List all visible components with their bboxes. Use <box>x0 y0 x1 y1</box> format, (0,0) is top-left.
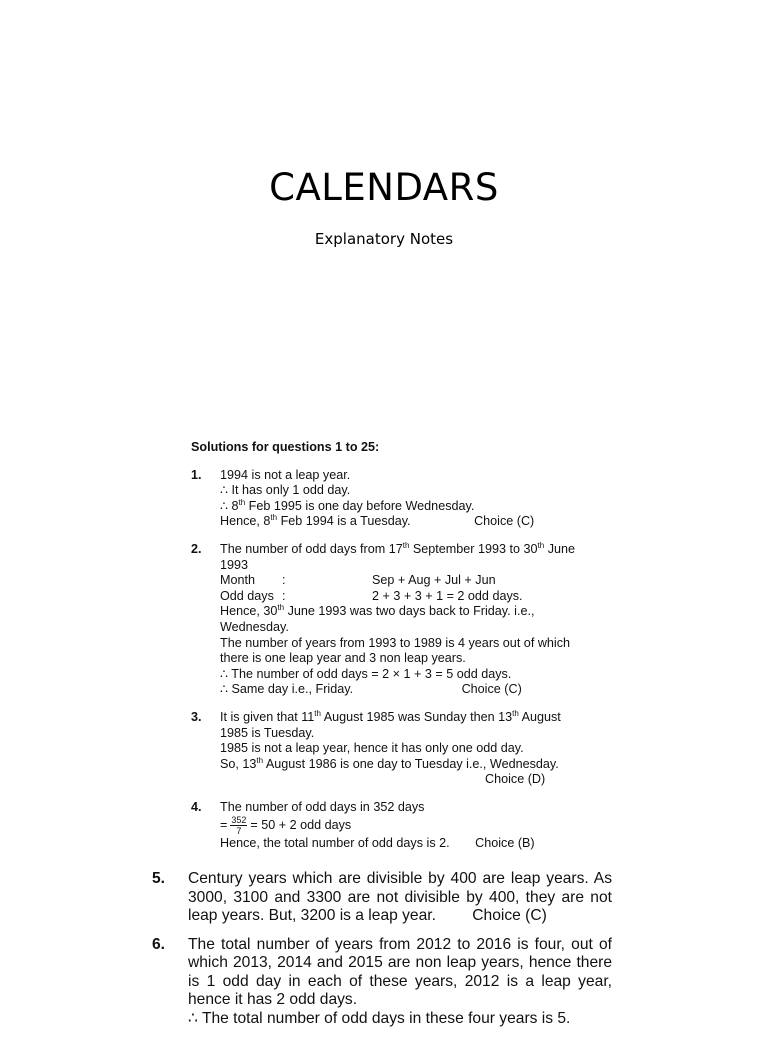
fraction-equation <box>220 815 591 836</box>
month-separator: : <box>282 573 286 588</box>
solutions-heading: Solutions for questions 1 to 25: <box>191 440 380 454</box>
solution-line: 1994 is not a leap year. <box>220 467 351 482</box>
ordinal-suffix: th <box>277 603 285 613</box>
solution-number: 1. <box>191 467 202 482</box>
solution-3 <box>191 710 591 788</box>
solution-paragraph: The total number of years from 2012 to 2016 is four, out of which 2013, 2014 and 2015 are non leap years, hence there is 1 odd day in each of these years, 2012 is a leap year, hence it has 2 odd days. <box>188 935 612 1008</box>
ordinal-suffix: th <box>238 497 246 507</box>
solution-line-with-choice <box>220 514 591 530</box>
solution-number: 6. <box>152 935 166 953</box>
fraction-denominator: 7 <box>236 826 242 837</box>
fraction-numerator: 352 <box>231 815 247 826</box>
solution-4 <box>191 800 591 852</box>
solution-line-with-choice <box>220 836 591 852</box>
solution-line: ∴ 8th Feb 1995 is one day before Wednesday. <box>220 497 475 513</box>
ordinal-suffix: th <box>270 513 278 523</box>
solution-number: 2. <box>191 541 202 556</box>
solution-paragraph: Hence, 30th June 1993 was two days back to Friday. i.e., Wednesday. <box>220 603 535 634</box>
solution-number: 4. <box>191 799 202 814</box>
equation-rest: = 50 + 2 odd days <box>250 818 352 833</box>
large-solutions-block <box>152 870 612 1038</box>
ordinal-suffix: th <box>512 708 519 718</box>
solution-paragraph: Century years which are divisible by 400 are leap years. As 3000, 3100 and 3300 are not divisible by 400, they are not leap years. But, 3200 is a leap year. <box>188 870 612 924</box>
choice-label: Choice (C) <box>472 907 547 924</box>
ordinal-suffix: th <box>256 755 264 765</box>
odd-days-value: 2 + 3 + 3 + 1 = 2 odd days. <box>372 588 523 603</box>
month-value: Sep + Aug + Jul + Jun <box>372 573 496 588</box>
solution-line: ∴ The total number of odd days in these four years is 5. <box>188 1009 571 1027</box>
solution-paragraph: The number of years from 1993 to 1989 is 4 years out of which there is one leap year and 3 non leap years. <box>220 635 571 666</box>
odd-days-row <box>220 589 591 605</box>
page-title: CALENDARS <box>269 166 499 209</box>
solution-number: 3. <box>191 709 202 724</box>
solution-6 <box>152 936 612 1029</box>
solution-1 <box>191 468 591 530</box>
solution-line: ∴ The number of odd days = 2 × 1 + 3 = 5 odd days. <box>220 666 512 681</box>
ordinal-suffix: th <box>314 708 321 718</box>
ordinal-suffix: th <box>402 540 410 550</box>
choice-label: Choice (D) <box>485 772 546 787</box>
solution-line-with-choice <box>220 682 591 698</box>
solution-intro: The number of odd days from 17th September 1993 to 30th June 1993 <box>220 540 576 572</box>
odd-days-label: Odd days <box>220 588 274 603</box>
solution-line: ∴ It has only 1 odd day. <box>220 483 351 498</box>
solutions-block <box>191 440 591 864</box>
choice-label: Choice (C) <box>474 514 535 529</box>
page-subtitle: Explanatory Notes <box>314 230 454 248</box>
solution-paragraph: 1985 is not a leap year, hence it has only one odd day. <box>220 741 524 756</box>
solution-paragraph-with-choice <box>188 870 612 926</box>
solution-paragraph: It is given that 11th August 1985 was Sunday then 13th August 1985 is Tuesday. <box>220 708 561 740</box>
solution-line: Hence, 8th Feb 1994 is a Tuesday. <box>220 513 411 529</box>
solution-5 <box>152 870 612 926</box>
solution-line: ∴ Same day i.e., Friday. <box>220 682 354 697</box>
fraction <box>230 815 247 836</box>
month-label: Month <box>220 573 256 588</box>
choice-label: Choice (C) <box>461 682 522 697</box>
solution-number: 5. <box>152 870 166 887</box>
odd-days-separator: : <box>282 588 286 603</box>
choice-label: Choice (B) <box>475 836 535 851</box>
ordinal-suffix: th <box>537 540 545 550</box>
month-row <box>220 573 591 589</box>
solution-paragraph: So, 13th August 1986 is one day to Tuesday i.e., Wednesday. <box>220 755 559 771</box>
equals-sign: = <box>220 818 228 833</box>
solution-line: Hence, the total number of odd days is 2. <box>220 836 450 851</box>
solution-line: The number of odd days in 352 days <box>220 799 425 814</box>
solution-2 <box>191 542 591 698</box>
